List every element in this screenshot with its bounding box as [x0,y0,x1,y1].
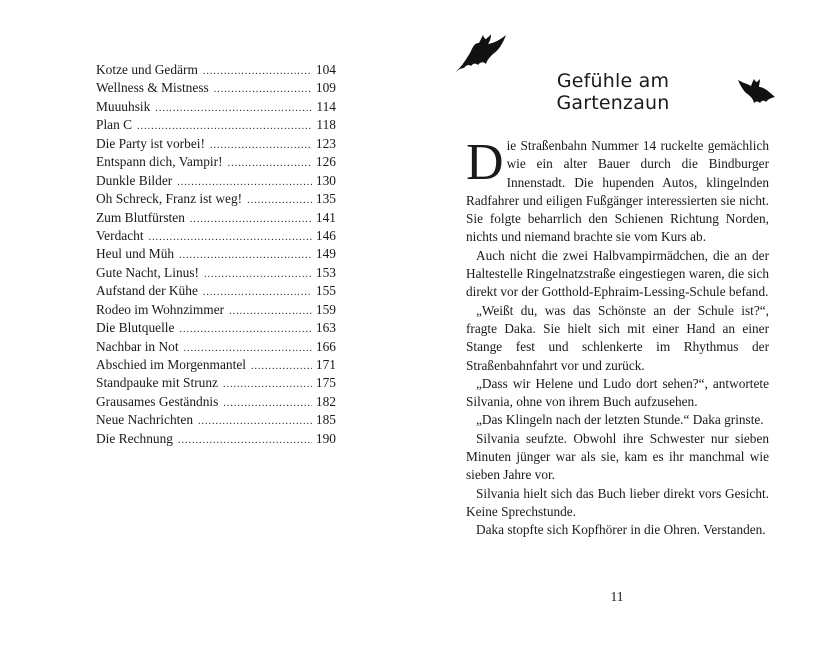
toc-entry [96,356,336,374]
toc-entry-title: Standpauke mit Strunz [96,375,218,391]
toc-leader-dots [251,358,312,376]
paragraph: „Dass wir Helene und Ludo dort sehen?“, antwortete Silvania, ohne von ihrem Buch aufzusehen. [466,375,769,410]
paragraph: Auch nicht die zwei Halbvampirmädchen, die an der Haltestelle Ringelnatzstraße eingestiegen waren, die sich direkt vor der Gotthold-Ephraim-Lessing-Schule befand. [466,247,769,300]
toc-leader-dots [179,247,312,265]
toc-entry-page: 141 [315,209,336,225]
toc-entry-title: Zum Blutfürsten [96,209,185,225]
page-number: 11 [610,589,624,604]
toc-entry-page: 166 [315,338,336,354]
toc-entry-page: 109 [315,80,336,96]
toc-entry-page: 104 [315,62,336,77]
toc-entry [96,338,336,356]
toc-leader-dots [228,155,312,173]
toc-entry-page: 190 [315,430,336,446]
toc-entry [96,190,336,208]
toc-entry [96,79,336,97]
toc-entry-page: 126 [315,154,336,170]
toc-entry-title: Aufstand der Kühe [96,283,198,299]
first-paragraph [466,134,769,247]
chapter-body [466,134,769,540]
toc-leader-dots [198,413,312,431]
paragraph: „Das Klingeln nach der letzten Stunde.“ Daka grinste. [476,412,764,428]
toc-entry-page: 175 [315,375,336,391]
toc-leader-dots [229,303,312,321]
paragraph: Daka stopfte sich Kopfhörer in die Ohren. Verstanden. [476,522,766,538]
toc-entry-title: Heul und Müh [96,246,175,262]
toc-entry-title: Nachbar in Not [96,338,179,354]
toc-leader-dots [214,81,312,99]
paragraph: „Weißt du, was das Schönste an der Schule ist?“, fragte Daka. Sie hielt sich mit einer Hand an einer Stange fest und schlenkerte im Rhythmus der Straßenbahnfahrt vor und zurück. [466,302,769,373]
toc-entry [96,282,336,300]
toc-entry [96,319,336,337]
toc-entry [96,430,336,448]
toc-entry [96,209,336,227]
toc-entry [96,393,336,411]
first-paragraph-text: ie Straßenbahn Nummer 14 ruckelte gemächlich wie ein alter Bauer durch die Bindburger Innenstadt. Die hupenden Autos, klingelnden Radfahrer und eiligen Fußgänger interessierten sie nicht. Sie folgte beharrlich den Schienen Richtung Norden, nichts und niemand brachte sie vom Kurs ab. [466,138,769,245]
toc-entry-title: Grausames Geständnis [96,393,219,409]
toc-entry-title: Kotze und Gedärm [96,62,198,77]
toc-entry-title: Entspann dich, Vampir! [96,154,223,170]
toc-entry-title: Die Blutquelle [96,320,175,336]
table-of-contents [96,61,336,448]
paragraph: Silvania hielt sich das Buch lieber direkt vors Gesicht. Keine Sprechstunde. [466,485,769,519]
toc-entry [96,301,336,319]
toc-entry-page: 114 [316,98,336,114]
toc-entry [96,116,336,134]
toc-leader-dots [155,100,312,118]
paragraph: Silvania seufzte. Obwohl ihre Schwester nur sieben Minuten jünger war als sie, kam es ihr manchmal wie sieben Jahre vor. [466,430,769,483]
drop-cap: D [466,134,504,191]
toc-entry-page: 146 [315,227,336,243]
toc-entry-title: Oh Schreck, Franz ist weg! [96,191,243,207]
toc-entry-title: Neue Nachrichten [96,412,194,428]
toc-entry [96,374,336,392]
toc-entry-page: 123 [315,135,336,151]
bat-icon [737,77,777,113]
chapter-title: Gefühle am Gartenzaun [556,70,670,114]
toc-entry [96,245,336,263]
toc-entry [96,227,336,245]
toc-leader-dots [190,211,312,229]
toc-entry [96,411,336,429]
toc-entry-page: 155 [315,283,336,299]
toc-entry-title: Rodeo im Wohnzimmer [96,301,225,317]
toc-leader-dots [178,432,312,450]
toc-entry-page: 135 [315,191,336,207]
toc-leader-dots [204,266,312,284]
toc-entry-page: 118 [316,117,336,133]
toc-entry [96,98,336,116]
toc-entry [96,172,336,190]
toc-entry-page: 171 [315,357,336,372]
toc-entry-title: Abschied im Morgenmantel [96,357,246,372]
toc-entry [96,135,336,153]
toc-entry-page: 182 [315,393,336,409]
toc-entry-title: Plan C [96,117,133,133]
toc-entry [96,61,336,79]
toc-entry-page: 153 [315,264,336,280]
toc-entry-title: Wellness & Mistness [96,80,209,96]
toc-entry-page: 185 [315,412,336,428]
toc-entry-title: Verdacht [96,227,144,243]
toc-leader-dots [247,192,312,210]
toc-entry-page: 149 [315,246,336,262]
toc-leader-dots [179,321,311,339]
toc-entry-title: Muuuhsik [96,98,151,114]
toc-entry-page: 130 [315,172,336,188]
toc-leader-dots [223,395,312,413]
toc-entry-title: Die Party ist vorbei! [96,135,205,151]
toc-entry-title: Gute Nacht, Linus! [96,264,200,280]
toc-entry [96,264,336,282]
toc-entry [96,153,336,171]
toc-entry-page: 163 [315,320,336,336]
toc-entry-title: Dunkle Bilder [96,172,173,188]
toc-leader-dots [223,376,312,394]
toc-leader-dots [203,63,312,81]
toc-leader-dots [210,137,312,155]
toc-entry-page: 159 [315,301,336,317]
toc-entry-title: Die Rechnung [96,430,173,446]
